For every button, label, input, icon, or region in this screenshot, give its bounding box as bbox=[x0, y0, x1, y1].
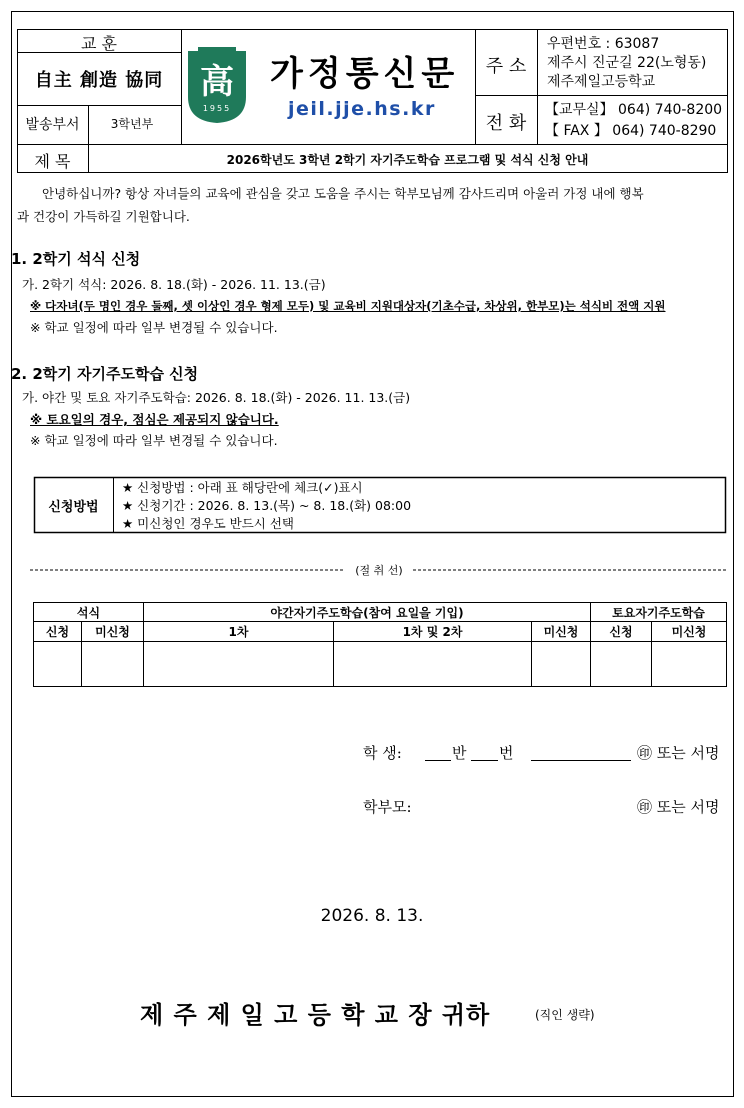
address-line: 제주제일고등학교 bbox=[547, 74, 656, 90]
application-form-table bbox=[33, 602, 727, 687]
school-url: jeil.jje.hs.kr bbox=[288, 98, 436, 120]
phone-line: 【교무실】 064) 740-8200 bbox=[545, 102, 723, 118]
dept-value: 3학년부 bbox=[110, 117, 154, 131]
section-2-study-period: 가. 야간 및 토요 자기주도학습: 2026. 8. 18.(화) - 2026. 11. 13.(금) bbox=[22, 390, 411, 405]
method-items bbox=[122, 479, 411, 533]
address-block bbox=[547, 35, 706, 92]
form-group-dinner: 석식 bbox=[34, 603, 144, 622]
number-suffix: 번 bbox=[499, 744, 514, 762]
parent-label: 학부모: bbox=[363, 798, 412, 816]
section-1-dinner-period: 가. 2학기 석식: 2026. 8. 18.(화) - 2026. 11. 13.(금) bbox=[22, 277, 326, 292]
school-logo-icon bbox=[184, 45, 250, 125]
address-label: 주 소 bbox=[485, 56, 527, 77]
intro-line-2: 과 건강이 가득하길 기원합니다. bbox=[17, 209, 190, 224]
logo-char: 高 bbox=[200, 62, 234, 102]
phone-line: 【 FAX 】 064) 740-8290 bbox=[545, 123, 717, 139]
form-col-header: 1차 bbox=[144, 622, 334, 642]
form-col-header: 미신청 bbox=[82, 622, 144, 642]
closing-recipient: 제 주 제 일 고 등 학 교 장 귀하 bbox=[140, 1001, 491, 1029]
method-item: ★ 미신청인 경우도 반드시 선택 bbox=[122, 516, 295, 531]
cut-line-label: (절 취 선) bbox=[355, 564, 403, 577]
form-col-header: 신청 bbox=[34, 622, 82, 642]
motto-label: 교 훈 bbox=[81, 34, 117, 53]
subject-title: 2026학년도 3학년 2학기 자기주도학습 프로그램 및 석식 신청 안내 bbox=[226, 153, 589, 167]
form-cell-night-decline[interactable] bbox=[532, 642, 591, 687]
form-group-saturday-study: 토요자기주도학습 bbox=[591, 603, 727, 622]
form-cell-dinner-apply[interactable] bbox=[34, 642, 82, 687]
student-seal: ㊞ 또는 서명 bbox=[637, 744, 720, 762]
form-cell-saturday-apply[interactable] bbox=[591, 642, 652, 687]
method-item: ★ 신청방법 : 아래 표 해당란에 체크(✓)표시 bbox=[122, 480, 363, 495]
class-suffix: 반 bbox=[452, 744, 467, 762]
number-blank[interactable] bbox=[471, 760, 498, 761]
class-blank[interactable] bbox=[425, 760, 451, 761]
section-2-change-note: ※ 학교 일정에 따라 일부 변경될 수 있습니다. bbox=[30, 433, 278, 448]
form-col-header: 신청 bbox=[591, 622, 652, 642]
issue-date: 2026. 8. 13. bbox=[320, 906, 424, 926]
phone-block bbox=[545, 100, 722, 142]
closing-note: (직인 생략) bbox=[535, 1008, 595, 1022]
student-label: 학 생: bbox=[363, 744, 402, 762]
form-col-header: 미신청 bbox=[532, 622, 591, 642]
section-1-change-note: ※ 학교 일정에 따라 일부 변경될 수 있습니다. bbox=[30, 320, 278, 335]
parent-seal: ㊞ 또는 서명 bbox=[637, 798, 720, 816]
school-motto: 自主 創造 協同 bbox=[34, 70, 164, 91]
address-line: 우편번호 : 63087 bbox=[547, 36, 660, 52]
dept-label: 발송부서 bbox=[25, 117, 80, 133]
method-label: 신청방법 bbox=[48, 500, 99, 515]
form-cell-saturday-decline[interactable] bbox=[652, 642, 727, 687]
form-cell-night-first[interactable] bbox=[144, 642, 334, 687]
method-item: ★ 신청기간 : 2026. 8. 13.(목) ~ 8. 18.(화) 08:00 bbox=[122, 498, 412, 513]
form-col-header: 1차 및 2차 bbox=[334, 622, 532, 642]
subject-label: 제 목 bbox=[34, 152, 71, 171]
section-2-saturday-note: ※ 토요일의 경우, 점심은 제공되지 않습니다. bbox=[30, 412, 279, 427]
section-1-title: 1. 2학기 석식 신청 bbox=[11, 250, 141, 268]
form-cell-night-both[interactable] bbox=[334, 642, 532, 687]
logo-year: 1955 bbox=[202, 104, 232, 113]
form-group-night-study: 야간자기주도학습(참여 요일을 기입) bbox=[144, 603, 591, 622]
form-cell-dinner-decline[interactable] bbox=[82, 642, 144, 687]
section-1-support-note: ※ 다자녀(두 명인 경우 둘째, 셋 이상인 경우 형제 모두) 및 교육비 지원대상자(기초수급, 차상위, 한부모)는 석식비 전액 지원 bbox=[30, 299, 666, 313]
newsletter-title: 가정통신문 bbox=[270, 54, 460, 94]
intro-line-1: 안녕하십니까? 항상 자녀들의 교육에 관심을 갖고 도움을 주시는 학부모님께 감사드리며 아울러 가정 내에 행복 bbox=[42, 186, 644, 201]
phone-label: 전 화 bbox=[485, 113, 527, 134]
address-line: 제주시 진군길 22(노형동) bbox=[547, 55, 707, 71]
student-name-blank[interactable] bbox=[531, 760, 631, 761]
section-2-title: 2. 2학기 자기주도학습 신청 bbox=[11, 365, 199, 383]
form-col-header: 미신청 bbox=[652, 622, 727, 642]
